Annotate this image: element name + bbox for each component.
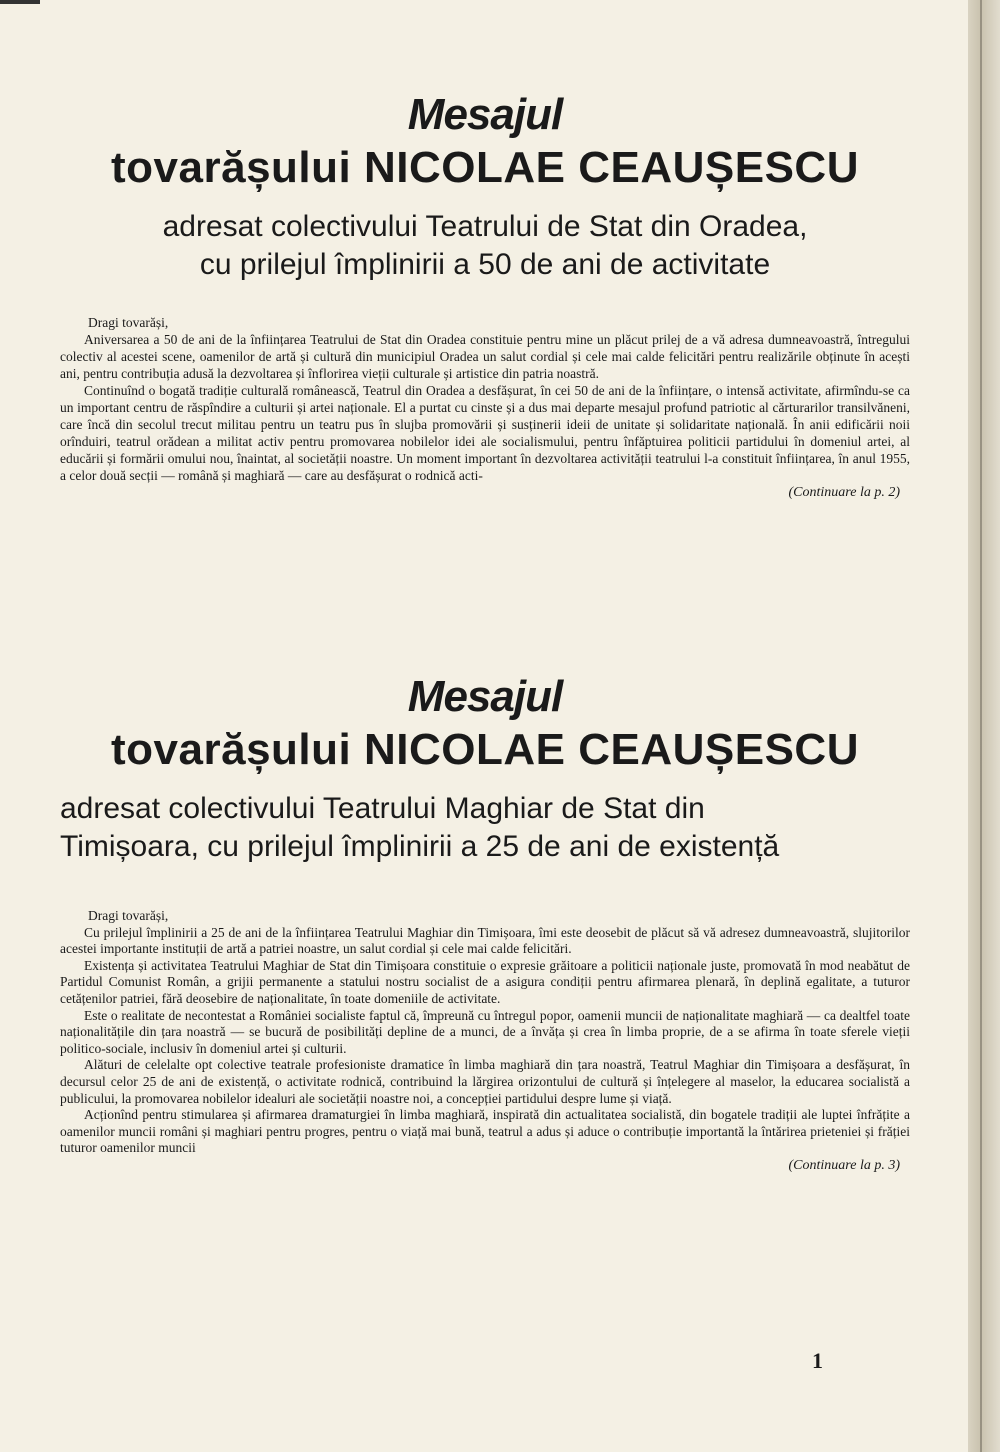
paragraph: Acționînd pentru stimularea și afirmarea dramaturgiei în limba maghiară, inspirată din actualitatea socialistă, din bogatele tradiții ale luptei înfrățite a oamenilor muncii români și maghiari pentru progres, pentru o viață mai bună, teatrul a adus și aduce o contribuție importantă la întărirea prieteniei și frăției tuturor oamenilor muncii — [60, 1107, 910, 1156]
article-kicker: Mesajul — [407, 672, 563, 721]
continuation-note: (Continuare la p. 2) — [788, 485, 900, 500]
article-body — [60, 314, 910, 484]
page-number: 1 — [812, 1348, 823, 1373]
subtitle-line: Timișoara, cu prilejul împlinirii a 25 de ani de existență — [60, 830, 780, 863]
corner-mark — [0, 0, 40, 4]
greeting: Dragi tovarăși, — [88, 315, 169, 330]
article-headline: tovarășului NICOLAE CEAUȘESCU — [111, 143, 859, 192]
article-timisoara — [60, 670, 910, 1175]
article-oradea — [60, 88, 910, 502]
article-kicker: Mesajul — [407, 90, 563, 139]
subtitle-line: adresat colectivului Teatrului de Stat din Oradea, — [162, 210, 808, 243]
article-subtitle — [60, 790, 910, 866]
page-edge — [968, 0, 1000, 1452]
paragraph: Aniversarea a 50 de ani de la înființarea Teatrului de Stat din Oradea constituie pentru mine un plăcut prilej de a vă adresa dumneavoastră, întregului colectiv al acestei scene, oamenilor de artă și cultură din municipiul Oradea un salut cordial și cele mai calde felicitări pentru realizările obținute în acești ani, pentru contribuția adusă la dezvoltarea și înflorirea vieții culturale și artistice din patria noastră. — [60, 332, 910, 381]
paragraph: Alături de celelalte opt colective teatrale profesioniste dramatice în limba maghiară din țara noastră, Teatrul Maghiar din Timișoara a desfășurat, în decursul celor 25 de ani de existență, o activitate rodnică, contribuind la lărgirea orizontului de cultură și înțelegere al maselor, la educarea socialistă a publicului, la promovarea nobilelor idealuri ale societății noastre noi, a concepției partidului despre lume și viață. — [60, 1057, 910, 1106]
continuation-note: (Continuare la p. 3) — [788, 1157, 900, 1173]
greeting: Dragi tovarăși, — [88, 908, 169, 923]
article-subtitle — [60, 208, 910, 284]
paragraph: Cu prilejul împlinirii a 25 de ani de la înființarea Teatrului Maghiar din Timișoara, îmi este deosebit de plăcut să vă adresez dumneavoastră, slujitorilor acestei importante instituții de artă a patriei noastre, un salut cordial și cele mai calde felicitări. — [60, 924, 910, 957]
paragraph: Continuînd o bogată tradiție culturală românească, Teatrul din Oradea a desfășurat, în cei 50 de ani de la înființare, o intensă activitate, afirmîndu-se ca un important centru de răspîndire a culturii și artei naționale. El a purtat cu cinste și a dus mai departe mesajul profund patriotic al cărturarilor transilvăneni, care încă din secolul trecut militau pentru un teatru pus în slujba promovării și susținerii ideii de unitate și solidaritate națională. În anii edificării noii orînduiri, teatrul orădean a militat activ pentru promovarea nobilelor idei ale socialismului, pentru înfăptuirea politicii partidului în domeniul artei, al educării și formării omului nou, înaintat, al societății noastre. Un moment important în dezvoltarea activității teatrului l-a constituit înființarea, în anul 1955, a celor două secții — română și maghiară — care au desfășurat o rodnică acti- — [60, 383, 910, 483]
article-body — [60, 908, 910, 1157]
article-headline: tovarășului NICOLAE CEAUȘESCU — [111, 725, 859, 774]
paragraph: Este o realitate de necontestat a României socialiste faptul că, împreună cu întregul popor, oamenii muncii de naționalitate maghiară — ca dealtfel toate naționalitățile din țara noastră — se bucură de posibilități depline de a munci, de a învăța și crea în limba proprie, de a se afirma în toate sferele vieții politico-sociale, inclusiv în domeniul artei și culturii. — [60, 1007, 910, 1056]
binding-line — [980, 0, 982, 1452]
paragraph: Existența și activitatea Teatrului Maghiar de Stat din Timișoara constituie o expresie grăitoare a politicii naționale juste, promovată în mod neabătut de Partidul Comunist Român, a grijii permanente a statului nostru socialist de a asigura condiții pentru afirmarea plenară, în deplină egalitate, a tuturor cetățenilor patriei, fără deosebire de naționalitate, în toate domeniile de activitate. — [60, 957, 910, 1006]
subtitle-line: cu prilejul împlinirii a 50 de ani de activitate — [199, 248, 771, 281]
subtitle-line: adresat colectivului Teatrului Maghiar de Stat din — [60, 792, 705, 825]
